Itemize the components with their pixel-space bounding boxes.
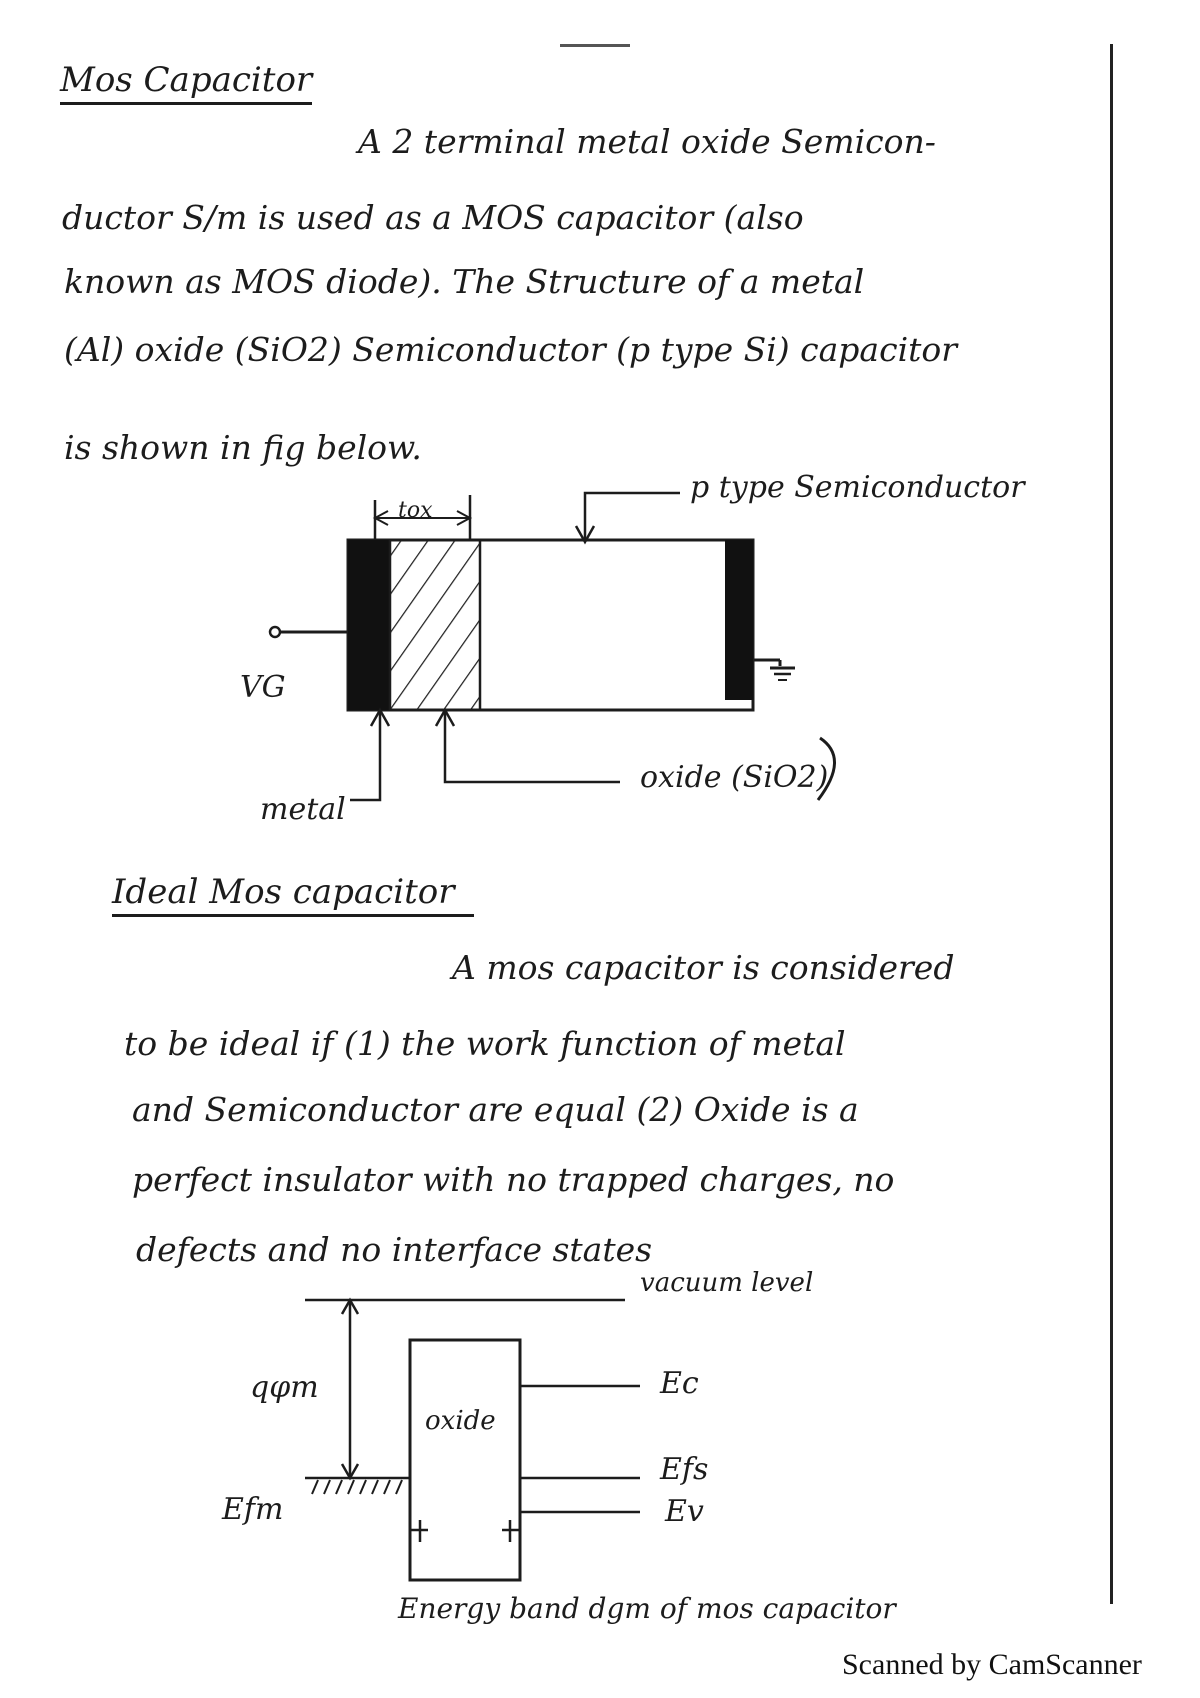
oxide-box	[410, 1340, 520, 1580]
section1-line-2: ductor S/m is used as a MOS capacitor (also	[62, 198, 804, 237]
section1-line-4: (Al) oxide (SiO2) Semiconductor (p type Si) capacitor	[64, 330, 958, 369]
section1-line-5: is shown in fig below.	[64, 428, 422, 467]
efs-label: Efs	[660, 1452, 709, 1487]
ec-label: Ec	[660, 1366, 699, 1401]
section2-line-5: defects and no interface states	[136, 1230, 653, 1269]
vacuum-level-label: vacuum level	[640, 1268, 814, 1298]
section1-line-1: A 2 terminal metal oxide Semicon-	[358, 122, 936, 161]
efm-label: Efm	[222, 1492, 284, 1527]
section2-line-2: to be ideal if (1) the work function of metal	[124, 1024, 846, 1063]
metal-label: metal	[260, 792, 346, 827]
section2-title: Ideal Mos capacitor	[112, 872, 474, 917]
qphim-label: qφm	[250, 1370, 319, 1405]
section2-line-4: perfect insulator with no trapped charges, no	[132, 1160, 895, 1199]
section1-title: Mos Capacitor	[60, 60, 312, 105]
section2-line-1: A mos capacitor is considered	[452, 948, 955, 987]
vg-label: VG	[240, 670, 286, 705]
oxide-sio2-label: oxide (SiO2)	[640, 760, 829, 795]
energy-band-caption: Energy band dgm of mos capacitor	[398, 1592, 896, 1625]
ev-label: Ev	[665, 1494, 704, 1529]
oxide-box-label: oxide	[425, 1406, 496, 1436]
tox-label: tox	[398, 498, 433, 523]
section1-line-3: known as MOS diode). The Structure of a metal	[64, 262, 865, 301]
camscanner-footer: Scanned by CamScanner	[842, 1648, 1142, 1681]
p-type-semiconductor-label: p type Semiconductor	[690, 470, 1025, 505]
section2-line-3: and Semiconductor are equal (2) Oxide is a	[132, 1090, 859, 1129]
